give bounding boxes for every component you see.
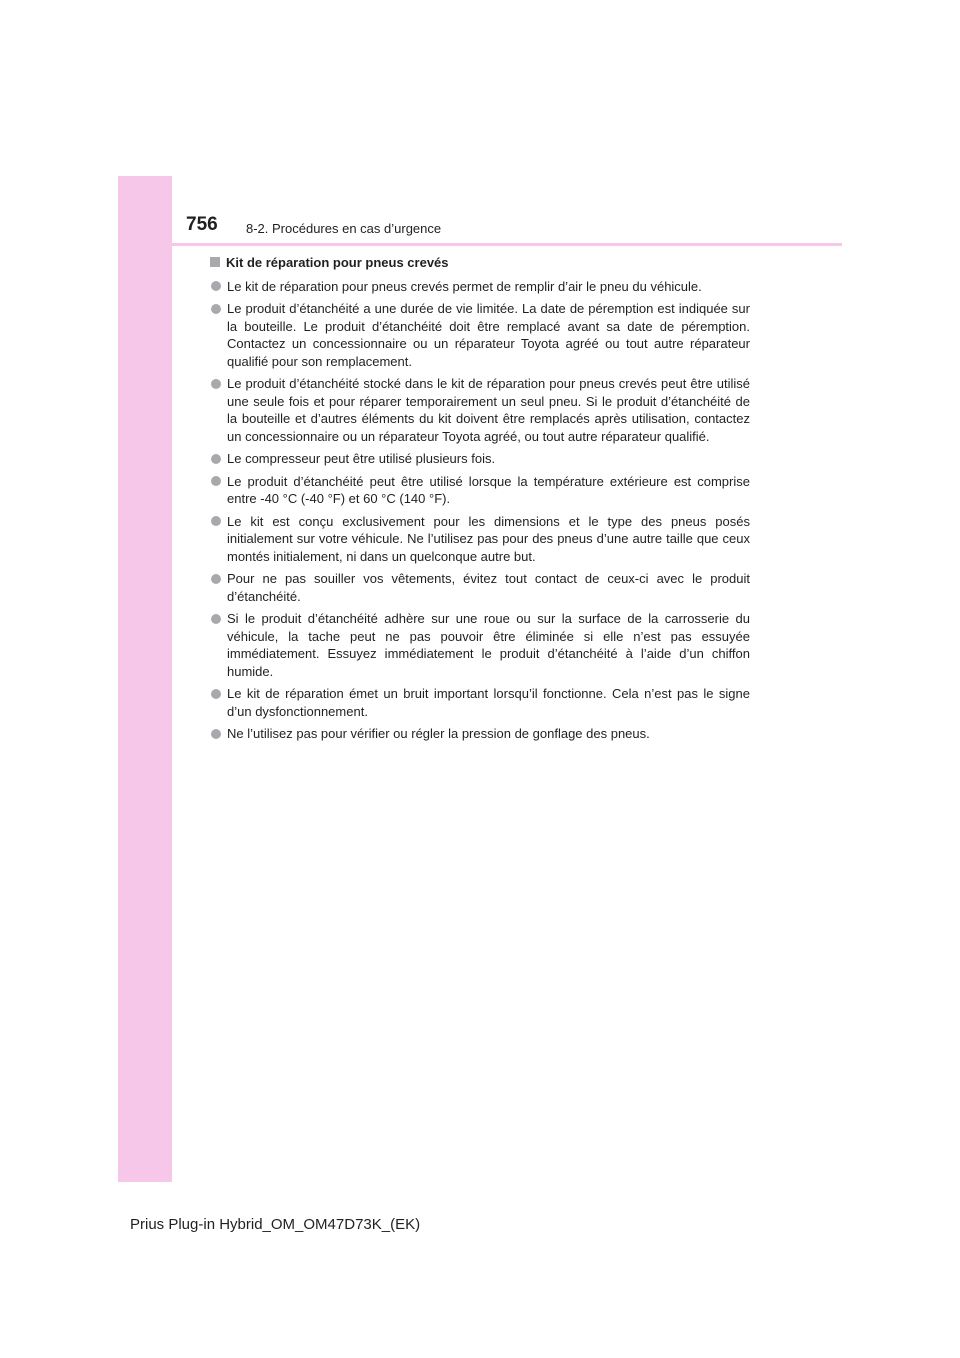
list-item-text: Le kit de réparation émet un bruit important lorsqu’il fonctionne. Cela n’est pas le signe d’un dysfonctionnement. (227, 686, 750, 719)
list-item (210, 375, 750, 445)
list-item-text: Le compresseur peut être utilisé plusieurs fois. (227, 451, 496, 466)
list-item (210, 450, 750, 468)
bullet-circle-icon (211, 574, 221, 584)
bullet-circle-icon (211, 304, 221, 314)
bullet-circle-icon (211, 281, 221, 291)
page-number: 756 (186, 214, 218, 235)
footer-document-id: Prius Plug-in Hybrid_OM_OM47D73K_(EK) (130, 1216, 421, 1233)
bullet-circle-icon (211, 516, 221, 526)
list-item (210, 685, 750, 720)
list-item-text: Pour ne pas souiller vos vêtements, évitez tout contact de ceux-ci avec le produit d’étanchéité. (227, 571, 750, 604)
list-item (210, 278, 750, 296)
bullet-circle-icon (211, 454, 221, 464)
main-content (210, 254, 750, 748)
section-title (210, 254, 750, 272)
list-item-text: Le produit d’étanchéité stocké dans le kit de réparation pour pneus crevés peut être utilisé une seule fois et pour réparer temporairement un seul pneu. Si le produit d’étanchéité de la bouteille et d’autres éléments du kit doivent être remplacés après utilisation, contactez un concessionnaire ou un réparateur Toyota agréé, ou tout autre réparateur qualifié. (227, 376, 750, 444)
list-item (210, 473, 750, 508)
square-bullet-icon (210, 257, 220, 267)
list-item-text: Ne l’utilisez pas pour vérifier ou régler la pression de gonflage des pneus. (227, 726, 650, 741)
bullet-circle-icon (211, 614, 221, 624)
section-title-text: Kit de réparation pour pneus crevés (226, 255, 449, 270)
list-item-text: Si le produit d’étanchéité adhère sur une roue ou sur la surface de la carrosserie du véhicule, la tache peut ne pas pouvoir être éliminée si elle n’est pas essuyée immédiatement. Essuyez immédiatement le produit d’étanchéité à l’aide d’un chiffon humide. (227, 611, 750, 679)
list-item (210, 300, 750, 370)
chapter-side-tab (118, 176, 172, 1182)
bullet-circle-icon (211, 689, 221, 699)
list-item-text: Le kit est conçu exclusivement pour les dimensions et le type des pneus posés initialement sur votre véhicule. Ne l’utilisez pas pour des pneus d’une autre taille que ceux montés initialement, ni dans un quelconque autre but. (227, 513, 750, 564)
list-item-text: Le kit de réparation pour pneus crevés permet de remplir d’air le pneu du véhicule. (227, 278, 702, 294)
bullet-list (210, 278, 750, 743)
list-item (210, 513, 750, 566)
list-item (210, 725, 750, 743)
header-rule (172, 243, 842, 246)
bullet-circle-icon (211, 379, 221, 389)
running-header: 8-2. Procédures en cas d’urgence (246, 221, 442, 236)
list-item-text: Le produit d’étanchéité a une durée de vie limitée. La date de péremption est indiquée sur la bouteille. Le produit d’étanchéité doit être remplacé avant sa date de péremption. Contactez un concessionnaire ou un réparateur Toyota agréé ou tout autre réparateur qualifié pour son remplacement. (227, 301, 750, 369)
bullet-circle-icon (211, 729, 221, 739)
list-item-text: Le produit d’étanchéité peut être utilisé lorsque la température extérieure est comprise entre -40 °C (-40 °F) et 60 °C (140 °F). (227, 473, 750, 506)
list-item (210, 570, 750, 605)
list-item (210, 610, 750, 680)
bullet-circle-icon (211, 476, 221, 486)
